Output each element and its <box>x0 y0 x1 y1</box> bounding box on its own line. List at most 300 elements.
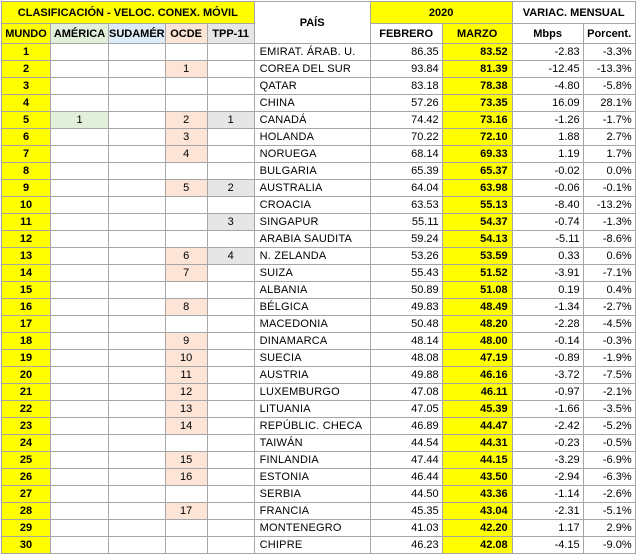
tpp-cell <box>207 503 254 520</box>
tpp-cell <box>207 146 254 163</box>
mundo-cell: 26 <box>2 469 51 486</box>
marzo-cell: 44.31 <box>442 435 512 452</box>
febrero-cell: 53.26 <box>370 248 442 265</box>
table-row <box>2 265 636 282</box>
ocde-cell: 14 <box>165 418 207 435</box>
sudamer-cell <box>109 469 166 486</box>
ocde-cell: 15 <box>165 452 207 469</box>
mbps-cell: -2.31 <box>512 503 583 520</box>
sudamer-cell <box>109 418 166 435</box>
mundo-cell: 18 <box>2 333 51 350</box>
tpp-cell <box>207 333 254 350</box>
sudamer-cell <box>109 503 166 520</box>
mundo-cell: 25 <box>2 452 51 469</box>
marzo-cell: 83.52 <box>442 44 512 61</box>
table-row <box>2 44 636 61</box>
col-febrero: FEBRERO <box>370 24 442 44</box>
porcent-cell: -5.1% <box>583 503 635 520</box>
ocde-cell: 17 <box>165 503 207 520</box>
mbps-cell: -3.72 <box>512 367 583 384</box>
marzo-cell: 46.11 <box>442 384 512 401</box>
febrero-cell: 47.44 <box>370 452 442 469</box>
porcent-cell: 1.7% <box>583 146 635 163</box>
pais-cell: COREA DEL SUR <box>254 61 370 78</box>
febrero-cell: 48.14 <box>370 333 442 350</box>
america-cell <box>51 180 109 197</box>
mbps-cell: -0.14 <box>512 333 583 350</box>
table-body <box>2 44 636 554</box>
ocde-cell <box>165 95 207 112</box>
america-cell <box>51 316 109 333</box>
mundo-cell: 23 <box>2 418 51 435</box>
marzo-cell: 43.50 <box>442 469 512 486</box>
mbps-cell: -2.83 <box>512 44 583 61</box>
tpp-cell <box>207 78 254 95</box>
tpp-cell <box>207 282 254 299</box>
pais-cell: ALBANIA <box>254 282 370 299</box>
sudamer-cell <box>109 350 166 367</box>
pais-cell: FINLANDIA <box>254 452 370 469</box>
marzo-cell: 43.04 <box>442 503 512 520</box>
mbps-cell: -0.74 <box>512 214 583 231</box>
tpp-cell <box>207 61 254 78</box>
ocde-cell: 5 <box>165 180 207 197</box>
tpp-cell <box>207 95 254 112</box>
porcent-cell: -13.3% <box>583 61 635 78</box>
col-sudamer: SUDAMÉR <box>109 24 166 44</box>
col-mbps: Mbps <box>512 24 583 44</box>
febrero-cell: 49.83 <box>370 299 442 316</box>
pais-cell: MACEDONIA <box>254 316 370 333</box>
ocde-cell <box>165 214 207 231</box>
ocde-cell: 10 <box>165 350 207 367</box>
sudamer-cell <box>109 44 166 61</box>
tpp-cell <box>207 197 254 214</box>
febrero-cell: 55.11 <box>370 214 442 231</box>
mundo-cell: 20 <box>2 367 51 384</box>
sudamer-cell <box>109 129 166 146</box>
febrero-cell: 48.08 <box>370 350 442 367</box>
porcent-cell: -4.5% <box>583 316 635 333</box>
sudamer-cell <box>109 78 166 95</box>
table-row <box>2 129 636 146</box>
table-row <box>2 78 636 95</box>
febrero-cell: 49.88 <box>370 367 442 384</box>
mundo-cell: 28 <box>2 503 51 520</box>
sudamer-cell <box>109 537 166 554</box>
tpp-cell <box>207 231 254 248</box>
mundo-cell: 2 <box>2 61 51 78</box>
mundo-cell: 11 <box>2 214 51 231</box>
ocde-cell <box>165 197 207 214</box>
marzo-cell: 54.13 <box>442 231 512 248</box>
mbps-cell: -0.97 <box>512 384 583 401</box>
ocde-cell: 9 <box>165 333 207 350</box>
ocde-cell <box>165 78 207 95</box>
america-cell <box>51 95 109 112</box>
col-porcent: Porcent. <box>583 24 635 44</box>
marzo-cell: 48.20 <box>442 316 512 333</box>
america-cell <box>51 248 109 265</box>
marzo-cell: 81.39 <box>442 61 512 78</box>
sudamer-cell <box>109 61 166 78</box>
tpp-cell <box>207 44 254 61</box>
table-row <box>2 197 636 214</box>
pais-cell: CROACIA <box>254 197 370 214</box>
america-cell <box>51 61 109 78</box>
porcent-cell: -6.3% <box>583 469 635 486</box>
febrero-cell: 59.24 <box>370 231 442 248</box>
febrero-cell: 50.89 <box>370 282 442 299</box>
mbps-cell: 1.88 <box>512 129 583 146</box>
col-marzo: MARZO <box>442 24 512 44</box>
mbps-cell: -1.26 <box>512 112 583 129</box>
tpp-cell <box>207 418 254 435</box>
sudamer-cell <box>109 95 166 112</box>
tpp-cell: 4 <box>207 248 254 265</box>
sudamer-cell <box>109 282 166 299</box>
febrero-cell: 57.26 <box>370 95 442 112</box>
mundo-cell: 27 <box>2 486 51 503</box>
porcent-cell: 0.4% <box>583 282 635 299</box>
america-cell <box>51 350 109 367</box>
sudamer-cell <box>109 197 166 214</box>
pais-cell: BULGARIA <box>254 163 370 180</box>
sudamer-cell <box>109 367 166 384</box>
tpp-cell <box>207 486 254 503</box>
ocde-cell <box>165 163 207 180</box>
pais-cell: MONTENEGRO <box>254 520 370 537</box>
pais-cell: SERBIA <box>254 486 370 503</box>
ocde-cell: 7 <box>165 265 207 282</box>
pais-cell: CANADÁ <box>254 112 370 129</box>
mbps-cell: -8.40 <box>512 197 583 214</box>
table-row <box>2 214 636 231</box>
america-cell <box>51 418 109 435</box>
ocde-cell: 2 <box>165 112 207 129</box>
porcent-cell: 2.7% <box>583 129 635 146</box>
porcent-cell: -6.9% <box>583 452 635 469</box>
sudamer-cell <box>109 265 166 282</box>
mundo-cell: 29 <box>2 520 51 537</box>
ocde-cell: 16 <box>165 469 207 486</box>
marzo-cell: 51.52 <box>442 265 512 282</box>
mbps-cell: -1.14 <box>512 486 583 503</box>
sudamer-cell <box>109 401 166 418</box>
mbps-cell: -4.80 <box>512 78 583 95</box>
ocde-cell <box>165 537 207 554</box>
america-cell <box>51 469 109 486</box>
marzo-cell: 72.10 <box>442 129 512 146</box>
mbps-cell: -5.11 <box>512 231 583 248</box>
marzo-cell: 48.49 <box>442 299 512 316</box>
table-row <box>2 163 636 180</box>
mbps-cell: -0.06 <box>512 180 583 197</box>
tpp-cell <box>207 384 254 401</box>
table-row <box>2 384 636 401</box>
mbps-cell: -1.66 <box>512 401 583 418</box>
pais-cell: SINGAPUR <box>254 214 370 231</box>
america-cell <box>51 401 109 418</box>
febrero-cell: 46.23 <box>370 537 442 554</box>
table-row <box>2 333 636 350</box>
table-row <box>2 95 636 112</box>
mundo-cell: 9 <box>2 180 51 197</box>
mbps-cell: 0.33 <box>512 248 583 265</box>
ocde-cell: 11 <box>165 367 207 384</box>
porcent-cell: 28.1% <box>583 95 635 112</box>
porcent-cell: -3.3% <box>583 44 635 61</box>
america-cell <box>51 265 109 282</box>
mundo-cell: 13 <box>2 248 51 265</box>
marzo-cell: 73.35 <box>442 95 512 112</box>
table-row <box>2 435 636 452</box>
porcent-cell: -1.7% <box>583 112 635 129</box>
pais-cell: SUIZA <box>254 265 370 282</box>
america-cell <box>51 146 109 163</box>
sudamer-cell <box>109 486 166 503</box>
marzo-cell: 65.37 <box>442 163 512 180</box>
america-cell <box>51 452 109 469</box>
marzo-cell: 55.13 <box>442 197 512 214</box>
marzo-cell: 45.39 <box>442 401 512 418</box>
ocde-cell <box>165 282 207 299</box>
tpp-cell: 3 <box>207 214 254 231</box>
table-row <box>2 367 636 384</box>
america-cell <box>51 520 109 537</box>
porcent-cell: -7.5% <box>583 367 635 384</box>
col-america: AMÉRICA <box>51 24 109 44</box>
table-row <box>2 520 636 537</box>
mundo-cell: 1 <box>2 44 51 61</box>
ranking-table <box>1 1 636 554</box>
mbps-cell: 1.19 <box>512 146 583 163</box>
ocde-cell <box>165 231 207 248</box>
tpp-cell <box>207 316 254 333</box>
mundo-cell: 8 <box>2 163 51 180</box>
tpp-cell <box>207 452 254 469</box>
porcent-cell: -5.2% <box>583 418 635 435</box>
sudamer-cell <box>109 163 166 180</box>
table-row <box>2 469 636 486</box>
porcent-cell: -5.8% <box>583 78 635 95</box>
table-row <box>2 350 636 367</box>
mbps-cell: -0.23 <box>512 435 583 452</box>
mbps-cell: -0.02 <box>512 163 583 180</box>
marzo-cell: 42.20 <box>442 520 512 537</box>
tpp-cell <box>207 299 254 316</box>
sudamer-cell <box>109 316 166 333</box>
col-ocde: OCDE <box>165 24 207 44</box>
table-row <box>2 452 636 469</box>
porcent-cell: -1.9% <box>583 350 635 367</box>
febrero-cell: 74.42 <box>370 112 442 129</box>
mundo-cell: 6 <box>2 129 51 146</box>
marzo-cell: 63.98 <box>442 180 512 197</box>
sudamer-cell <box>109 299 166 316</box>
porcent-cell: 2.9% <box>583 520 635 537</box>
pais-cell: LITUANIA <box>254 401 370 418</box>
table-row <box>2 61 636 78</box>
america-cell <box>51 129 109 146</box>
mbps-cell: -3.91 <box>512 265 583 282</box>
tpp-cell <box>207 350 254 367</box>
tpp-cell: 1 <box>207 112 254 129</box>
febrero-cell: 45.35 <box>370 503 442 520</box>
marzo-cell: 73.16 <box>442 112 512 129</box>
sudamer-cell <box>109 333 166 350</box>
mundo-cell: 16 <box>2 299 51 316</box>
marzo-cell: 54.37 <box>442 214 512 231</box>
febrero-cell: 64.04 <box>370 180 442 197</box>
porcent-cell: -2.1% <box>583 384 635 401</box>
col-tpp: TPP-11 <box>207 24 254 44</box>
febrero-cell: 70.22 <box>370 129 442 146</box>
porcent-cell: 0.6% <box>583 248 635 265</box>
mbps-cell: 1.17 <box>512 520 583 537</box>
mundo-cell: 4 <box>2 95 51 112</box>
febrero-cell: 50.48 <box>370 316 442 333</box>
mundo-cell: 5 <box>2 112 51 129</box>
mundo-cell: 17 <box>2 316 51 333</box>
mbps-cell: -1.34 <box>512 299 583 316</box>
table-row <box>2 418 636 435</box>
table-row <box>2 180 636 197</box>
porcent-cell: -2.6% <box>583 486 635 503</box>
porcent-cell: -2.7% <box>583 299 635 316</box>
header-variacion: VARIAC. MENSUAL <box>512 2 635 24</box>
mundo-cell: 22 <box>2 401 51 418</box>
table-row <box>2 248 636 265</box>
pais-cell: N. ZELANDA <box>254 248 370 265</box>
tpp-cell <box>207 163 254 180</box>
mundo-cell: 7 <box>2 146 51 163</box>
porcent-cell: -8.6% <box>583 231 635 248</box>
mbps-cell: -0.89 <box>512 350 583 367</box>
america-cell <box>51 197 109 214</box>
marzo-cell: 43.36 <box>442 486 512 503</box>
febrero-cell: 46.44 <box>370 469 442 486</box>
febrero-cell: 65.39 <box>370 163 442 180</box>
mbps-cell: -3.29 <box>512 452 583 469</box>
mundo-cell: 15 <box>2 282 51 299</box>
table-row <box>2 112 636 129</box>
febrero-cell: 68.14 <box>370 146 442 163</box>
porcent-cell: -0.1% <box>583 180 635 197</box>
marzo-cell: 42.08 <box>442 537 512 554</box>
sudamer-cell <box>109 180 166 197</box>
porcent-cell: -1.3% <box>583 214 635 231</box>
febrero-cell: 47.05 <box>370 401 442 418</box>
header-row-1 <box>2 2 636 24</box>
header-pais: PAÍS <box>254 2 370 44</box>
table-row <box>2 316 636 333</box>
ocde-cell: 12 <box>165 384 207 401</box>
sudamer-cell <box>109 112 166 129</box>
table-row <box>2 146 636 163</box>
porcent-cell: -9.0% <box>583 537 635 554</box>
ocde-cell: 6 <box>165 248 207 265</box>
porcent-cell: -0.3% <box>583 333 635 350</box>
america-cell <box>51 299 109 316</box>
table-row <box>2 231 636 248</box>
porcent-cell: -3.5% <box>583 401 635 418</box>
america-cell: 1 <box>51 112 109 129</box>
pais-cell: AUSTRALIA <box>254 180 370 197</box>
mbps-cell: -2.94 <box>512 469 583 486</box>
america-cell <box>51 44 109 61</box>
febrero-cell: 44.50 <box>370 486 442 503</box>
america-cell <box>51 214 109 231</box>
sudamer-cell <box>109 452 166 469</box>
sudamer-cell <box>109 214 166 231</box>
febrero-cell: 46.89 <box>370 418 442 435</box>
table-row <box>2 486 636 503</box>
febrero-cell: 47.08 <box>370 384 442 401</box>
mbps-cell: -2.42 <box>512 418 583 435</box>
febrero-cell: 63.53 <box>370 197 442 214</box>
ocde-cell: 1 <box>165 61 207 78</box>
febrero-cell: 44.54 <box>370 435 442 452</box>
marzo-cell: 78.38 <box>442 78 512 95</box>
febrero-cell: 83.18 <box>370 78 442 95</box>
mundo-cell: 24 <box>2 435 51 452</box>
tpp-cell <box>207 469 254 486</box>
mundo-cell: 3 <box>2 78 51 95</box>
tpp-cell <box>207 367 254 384</box>
ocde-cell: 4 <box>165 146 207 163</box>
america-cell <box>51 384 109 401</box>
mundo-cell: 12 <box>2 231 51 248</box>
ocde-cell <box>165 316 207 333</box>
mbps-cell: -12.45 <box>512 61 583 78</box>
marzo-cell: 47.19 <box>442 350 512 367</box>
febrero-cell: 41.03 <box>370 520 442 537</box>
febrero-cell: 55.43 <box>370 265 442 282</box>
pais-cell: SUECIA <box>254 350 370 367</box>
america-cell <box>51 503 109 520</box>
america-cell <box>51 537 109 554</box>
ocde-cell: 13 <box>165 401 207 418</box>
tpp-cell <box>207 129 254 146</box>
sudamer-cell <box>109 435 166 452</box>
mbps-cell: -4.15 <box>512 537 583 554</box>
pais-cell: DINAMARCA <box>254 333 370 350</box>
table-row <box>2 299 636 316</box>
pais-cell: BÉLGICA <box>254 299 370 316</box>
marzo-cell: 48.00 <box>442 333 512 350</box>
mundo-cell: 21 <box>2 384 51 401</box>
america-cell <box>51 231 109 248</box>
febrero-cell: 93.84 <box>370 61 442 78</box>
ocde-cell <box>165 435 207 452</box>
mbps-cell: 0.19 <box>512 282 583 299</box>
america-cell <box>51 78 109 95</box>
mundo-cell: 14 <box>2 265 51 282</box>
pais-cell: EMIRAT. ÁRAB. U. <box>254 44 370 61</box>
pais-cell: ESTONIA <box>254 469 370 486</box>
table-row <box>2 537 636 554</box>
marzo-cell: 53.59 <box>442 248 512 265</box>
pais-cell: LUXEMBURGO <box>254 384 370 401</box>
sudamer-cell <box>109 520 166 537</box>
table-row <box>2 503 636 520</box>
header-year: 2020 <box>370 2 512 24</box>
tpp-cell <box>207 401 254 418</box>
marzo-cell: 44.47 <box>442 418 512 435</box>
america-cell <box>51 367 109 384</box>
ocde-cell <box>165 520 207 537</box>
